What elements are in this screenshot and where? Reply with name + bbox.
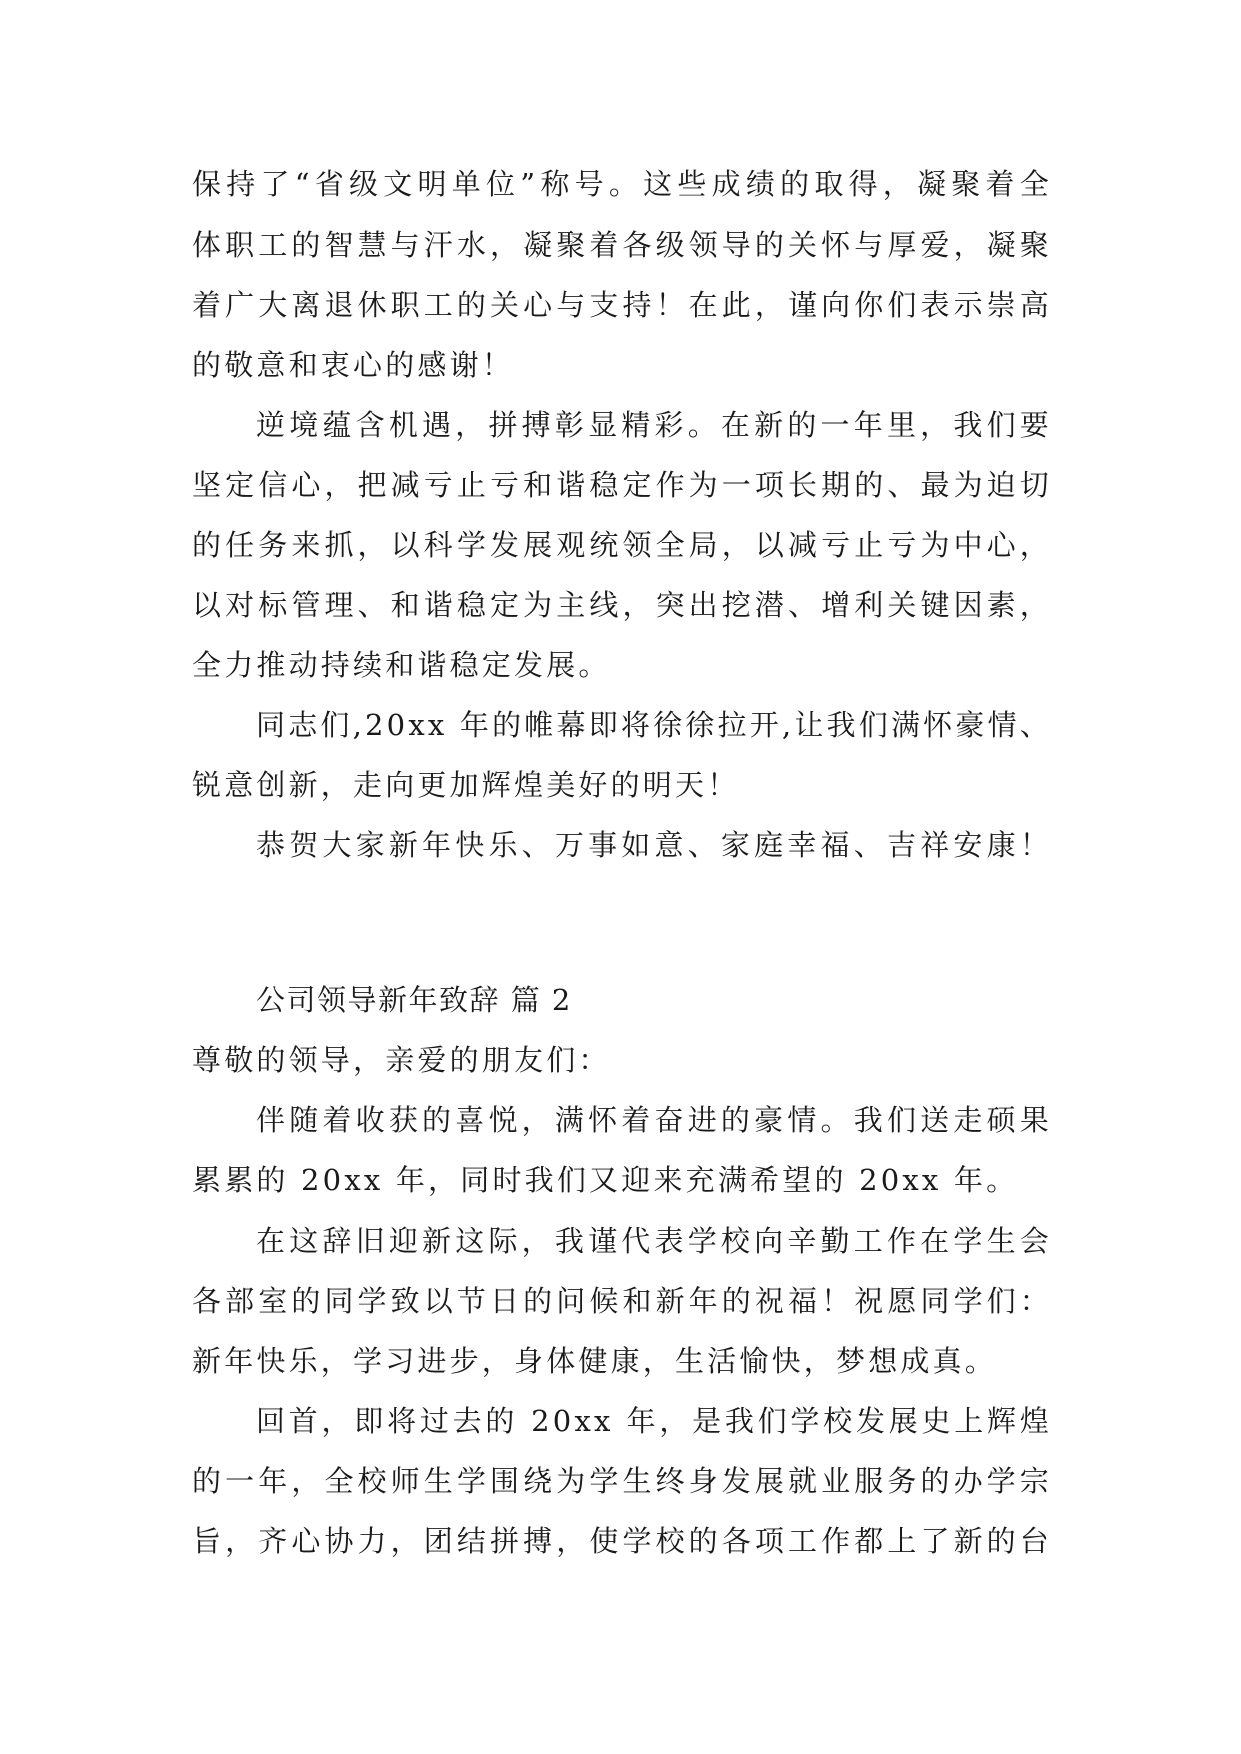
paragraph-line: 全力推动持续和谐稳定发展。	[192, 648, 611, 682]
paragraph-line: 的一年，全校师生学围绕为学生终身发展就业服务的办学宗	[192, 1464, 1052, 1498]
paragraph-line: 的敬意和衷心的感谢！	[192, 348, 515, 382]
paragraph-line: 恭贺大家新年快乐、万事如意、家庭幸福、吉祥安康！	[256, 828, 1052, 862]
paragraph-line: 体职工的智慧与汗水，凝聚着各级领导的关怀与厚爱，凝聚	[192, 228, 1052, 262]
paragraph-line: 回首，即将过去的 20xx 年，是我们学校发展史上辉煌	[256, 1404, 1052, 1438]
paragraph-line: 伴随着收获的喜悦，满怀着奋进的豪情。我们送走硕果	[256, 1103, 1052, 1137]
paragraph-line: 的任务来抓，以科学发展观统领全局，以减亏止亏为中心，	[192, 528, 1052, 562]
paragraph-line: 同志们,20xx 年的帷幕即将徐徐拉开,让我们满怀豪情、	[256, 708, 1052, 742]
paragraph-line: 新年快乐，学习进步，身体健康，生活愉快，梦想成真。	[192, 1344, 998, 1378]
paragraph-line: 逆境蕴含机遇，拼搏彰显精彩。在新的一年里，我们要	[256, 408, 1052, 442]
paragraph-line: 着广大离退休职工的关心与支持！在此，谨向你们表示崇高	[192, 288, 1052, 322]
paragraph-line: 保持了“省级文明单位”称号。这些成绩的取得，凝聚着全	[192, 167, 1052, 201]
salutation: 尊敬的领导，亲爱的朋友们：	[192, 1043, 611, 1077]
paragraph-line: 旨，齐心协力，团结拼搏，使学校的各项工作都上了新的台	[192, 1524, 1052, 1558]
paragraph-line: 锐意创新，走向更加辉煌美好的明天！	[192, 768, 740, 802]
section-heading: 公司领导新年致辞 篇 2	[256, 983, 572, 1017]
paragraph-line: 在这辞旧迎新这际，我谨代表学校向辛勤工作在学生会	[256, 1224, 1052, 1258]
paragraph-line: 坚定信心，把减亏止亏和谐稳定作为一项长期的、最为迫切	[192, 468, 1052, 502]
paragraph-line: 各部室的同学致以节日的问候和新年的祝福！祝愿同学们：	[192, 1284, 1052, 1318]
paragraph-line: 累累的 20xx 年，同时我们又迎来充满希望的 20xx 年。	[192, 1163, 1019, 1197]
paragraph-line: 以对标管理、和谐稳定为主线，突出挖潜、增利关键因素，	[192, 588, 1052, 622]
